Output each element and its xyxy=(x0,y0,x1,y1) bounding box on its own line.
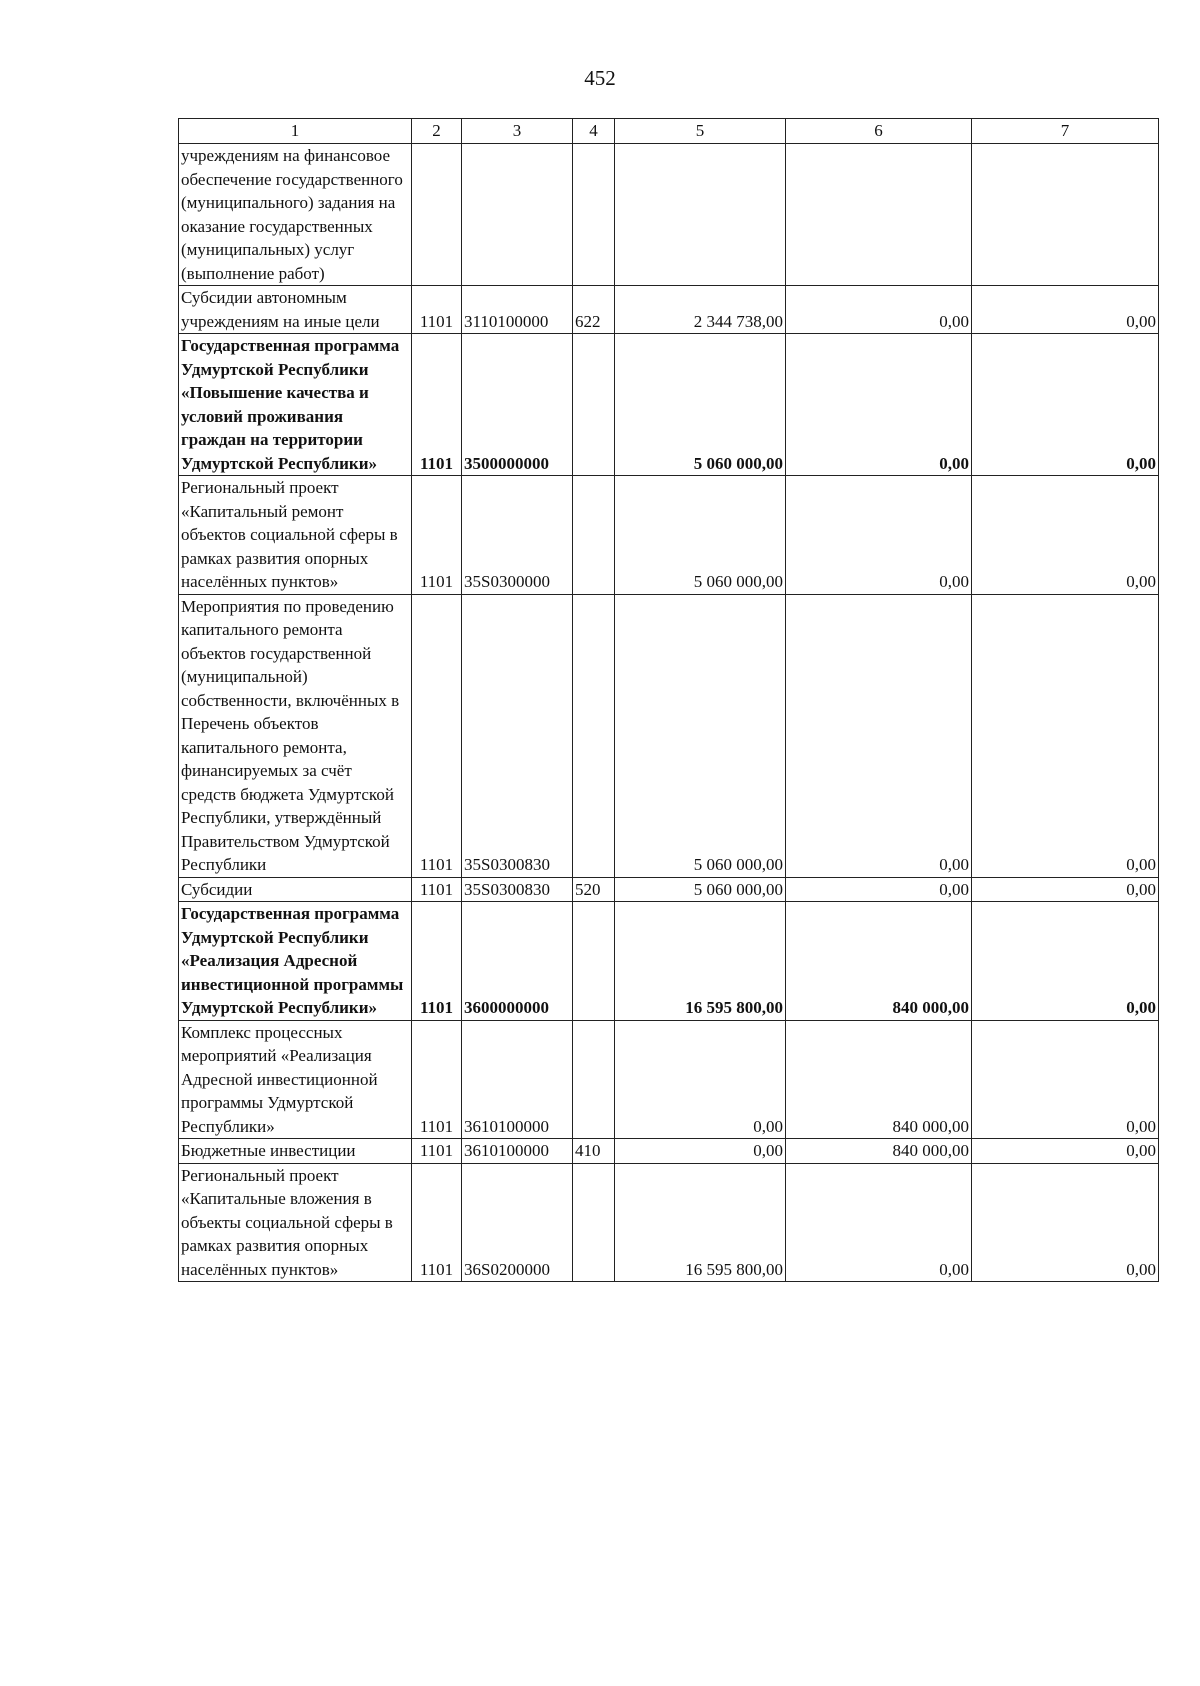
page-number: 452 xyxy=(584,66,616,90)
row-target-code: 36S0200000 xyxy=(462,1163,573,1282)
row-section-code: 1101 xyxy=(412,334,462,476)
row-amount-col6: 0,00 xyxy=(786,877,972,902)
row-amount-col7: 0,00 xyxy=(972,594,1159,877)
row-target-code: 3500000000 xyxy=(462,334,573,476)
row-name: Региональный проект «Капитальный ремонт объектов социальной сферы в рамках развития опорных населённых пунктов» xyxy=(179,476,412,595)
row-section-code xyxy=(412,144,462,286)
table-row xyxy=(179,286,1159,334)
row-target-code: 3110100000 xyxy=(462,286,573,334)
row-section-code: 1101 xyxy=(412,1020,462,1139)
row-amount-col6: 0,00 xyxy=(786,1163,972,1282)
row-amount-col5 xyxy=(615,144,786,286)
row-name: Бюджетные инвестиции xyxy=(179,1139,412,1164)
row-target-code: 35S0300000 xyxy=(462,476,573,595)
row-section-code: 1101 xyxy=(412,476,462,595)
header-col-3: 3 xyxy=(462,119,573,144)
row-amount-col6: 840 000,00 xyxy=(786,1020,972,1139)
header-col-7: 7 xyxy=(972,119,1159,144)
row-name: учреждениям на финансовое обеспечение государственного (муниципального) задания на оказание государственных (муниципальных) услуг (выполнение работ) xyxy=(179,144,412,286)
row-expense-type xyxy=(573,476,615,595)
row-target-code: 35S0300830 xyxy=(462,594,573,877)
row-amount-col7: 0,00 xyxy=(972,286,1159,334)
row-amount-col7: 0,00 xyxy=(972,1139,1159,1164)
row-amount-col5: 5 060 000,00 xyxy=(615,476,786,595)
row-name: Мероприятия по проведению капитального ремонта объектов государственной (муниципальной) собственности, включённых в Перечень объектов капитального ремонта, финансируемых за счёт средств бюджета Удмуртской Республики, утверждённый Правительством Удмуртской Республики xyxy=(179,594,412,877)
row-amount-col6 xyxy=(786,144,972,286)
row-amount-col7: 0,00 xyxy=(972,902,1159,1021)
row-section-code: 1101 xyxy=(412,902,462,1021)
row-target-code: 3600000000 xyxy=(462,902,573,1021)
row-name: Региональный проект «Капитальные вложения в объекты социальной сферы в рамках развития опорных населённых пунктов» xyxy=(179,1163,412,1282)
row-amount-col5: 16 595 800,00 xyxy=(615,902,786,1021)
row-amount-col6: 0,00 xyxy=(786,334,972,476)
table-row xyxy=(179,1020,1159,1139)
row-expense-type: 410 xyxy=(573,1139,615,1164)
row-name: Субсидии xyxy=(179,877,412,902)
row-amount-col7: 0,00 xyxy=(972,334,1159,476)
row-amount-col6: 840 000,00 xyxy=(786,1139,972,1164)
row-amount-col6: 840 000,00 xyxy=(786,902,972,1021)
row-target-code: 3610100000 xyxy=(462,1020,573,1139)
row-expense-type xyxy=(573,334,615,476)
row-expense-type: 622 xyxy=(573,286,615,334)
row-expense-type xyxy=(573,144,615,286)
row-target-code: 3610100000 xyxy=(462,1139,573,1164)
row-amount-col5: 5 060 000,00 xyxy=(615,877,786,902)
row-section-code: 1101 xyxy=(412,1163,462,1282)
row-amount-col7: 0,00 xyxy=(972,877,1159,902)
row-amount-col7: 0,00 xyxy=(972,1163,1159,1282)
row-target-code: 35S0300830 xyxy=(462,877,573,902)
row-amount-col5: 5 060 000,00 xyxy=(615,334,786,476)
header-col-2: 2 xyxy=(412,119,462,144)
row-amount-col5: 2 344 738,00 xyxy=(615,286,786,334)
row-name: Государственная программа Удмуртской Республики «Реализация Адресной инвестиционной программы Удмуртской Республики» xyxy=(179,902,412,1021)
row-name: Субсидии автономным учреждениям на иные цели xyxy=(179,286,412,334)
row-expense-type xyxy=(573,1163,615,1282)
row-amount-col7 xyxy=(972,144,1159,286)
row-amount-col7: 0,00 xyxy=(972,1020,1159,1139)
table-row xyxy=(179,877,1159,902)
table-row xyxy=(179,1163,1159,1282)
row-amount-col6: 0,00 xyxy=(786,286,972,334)
row-amount-col6: 0,00 xyxy=(786,476,972,595)
row-amount-col5: 5 060 000,00 xyxy=(615,594,786,877)
row-amount-col7: 0,00 xyxy=(972,476,1159,595)
header-col-4: 4 xyxy=(573,119,615,144)
table-row xyxy=(179,594,1159,877)
row-amount-col5: 16 595 800,00 xyxy=(615,1163,786,1282)
row-section-code: 1101 xyxy=(412,594,462,877)
table-row xyxy=(179,902,1159,1021)
row-expense-type xyxy=(573,594,615,877)
row-expense-type xyxy=(573,1020,615,1139)
row-amount-col5: 0,00 xyxy=(615,1020,786,1139)
row-amount-col5: 0,00 xyxy=(615,1139,786,1164)
table-row xyxy=(179,144,1159,286)
row-target-code xyxy=(462,144,573,286)
row-expense-type xyxy=(573,902,615,1021)
header-col-1: 1 xyxy=(179,119,412,144)
row-section-code: 1101 xyxy=(412,286,462,334)
header-row xyxy=(179,119,1159,144)
row-name: Комплекс процессных мероприятий «Реализация Адресной инвестиционной программы Удмуртской Республики» xyxy=(179,1020,412,1139)
row-section-code: 1101 xyxy=(412,877,462,902)
budget-table xyxy=(178,118,1159,1282)
table-row xyxy=(179,1139,1159,1164)
row-section-code: 1101 xyxy=(412,1139,462,1164)
row-name: Государственная программа Удмуртской Республики «Повышение качества и условий проживания граждан на территории Удмуртской Республики» xyxy=(179,334,412,476)
row-amount-col6: 0,00 xyxy=(786,594,972,877)
header-col-6: 6 xyxy=(786,119,972,144)
table-row xyxy=(179,476,1159,595)
row-expense-type: 520 xyxy=(573,877,615,902)
table-row xyxy=(179,334,1159,476)
header-col-5: 5 xyxy=(615,119,786,144)
